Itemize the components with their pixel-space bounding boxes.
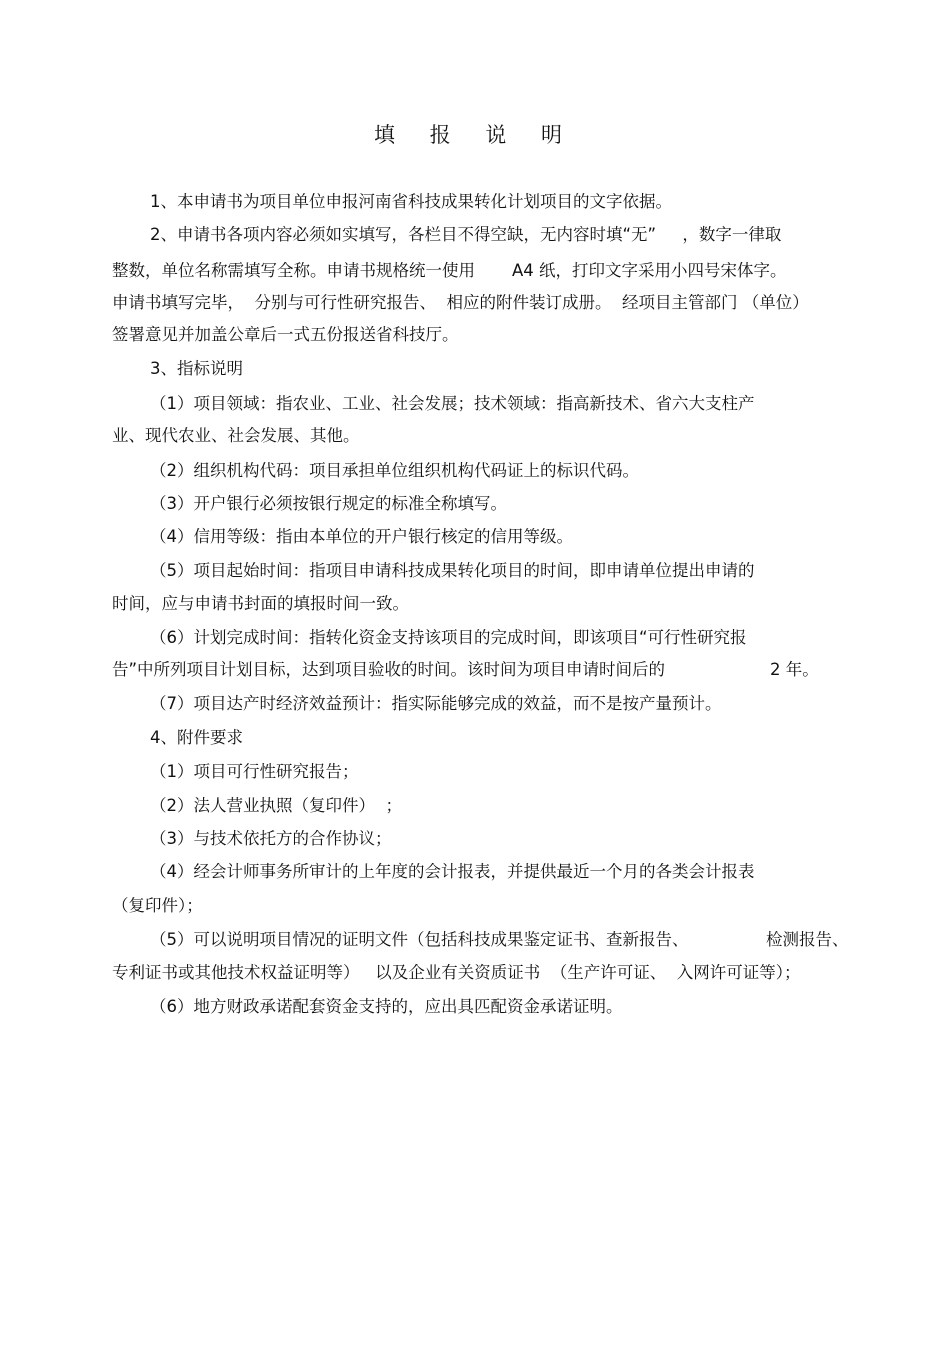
item-3-5-line-1: （5）项目起始时间：指项目申请科技成果转化项目的时间，即申请单位提出申请的 bbox=[150, 561, 755, 580]
item-4-1: （1）项目可行性研究报告； bbox=[150, 762, 359, 781]
item-3-6-line-2-tail: 2 年。 bbox=[770, 660, 819, 679]
item-3-7: （7）项目达产时经济效益预计：指实际能够完成的效益，而不是按产量预计。 bbox=[150, 694, 722, 713]
section-3-heading: 3、指标说明 bbox=[150, 359, 243, 378]
item-3-3: （3）开户银行必须按银行规定的标准全称填写。 bbox=[150, 494, 507, 513]
item-4-4-line-2: （复印件）； bbox=[112, 896, 203, 915]
paragraph-2-line-3: 申请书填写完毕， 分别与可行性研究报告、 相应的附件装订成册。 经项目主管部门 （单位） bbox=[112, 293, 809, 312]
item-3-2: （2）组织机构代码：项目承担单位组织机构代码证上的标识代码。 bbox=[150, 461, 639, 480]
item-3-1-line-1: （1）项目领域：指农业、工业、社会发展；技术领域：指高新技术、省六大支柱产 bbox=[150, 394, 755, 413]
item-4-5-line-1: （5）可以说明项目情况的证明文件（包括科技成果鉴定证书、查新报告、 bbox=[150, 930, 689, 949]
section-4-heading: 4、附件要求 bbox=[150, 728, 243, 747]
item-3-6-line-1: （6）计划完成时间：指转化资金支持该项目的完成时间，即该项目“可行性研究报 bbox=[150, 628, 747, 647]
item-3-1-line-2: 业、现代农业、社会发展、其他。 bbox=[112, 426, 360, 445]
page-title: 填 报 说 明 bbox=[373, 123, 577, 147]
item-3-4: （4）信用等级：指由本单位的开户银行核定的信用等级。 bbox=[150, 527, 573, 546]
paragraph-2-line-2: 整数，单位名称需填写全称。申请书规格统一使用 bbox=[112, 261, 475, 280]
item-4-3: （3）与技术依托方的合作协议； bbox=[150, 829, 392, 848]
item-4-6: （6）地方财政承诺配套资金支持的，应出具匹配资金承诺证明。 bbox=[150, 997, 623, 1016]
item-4-5-line-1-tail: 检测报告、 bbox=[766, 930, 849, 949]
item-3-6-line-2: 告”中所列项目计划目标，达到项目验收的时间。该时间为项目申请时间后的 bbox=[112, 660, 666, 679]
paragraph-2-line-4: 签署意见并加盖公章后一式五份报送省科技厅。 bbox=[112, 325, 459, 344]
item-4-2: （2）法人营业执照（复印件） ； bbox=[150, 796, 402, 815]
paragraph-1: 1、本申请书为项目单位申报河南省科技成果转化计划项目的文字依据。 bbox=[150, 192, 672, 211]
item-4-5-line-2: 专利证书或其他技术权益证明等） 以及企业有关资质证书 （生产许可证、 入网许可证等）； bbox=[112, 963, 801, 982]
paragraph-2-line-1: 2、申请书各项内容必须如实填写，各栏目不得空缺，无内容时填“无” ，数字一律取 bbox=[150, 225, 782, 244]
paragraph-2-line-2-tail: A4 纸，打印文字采用小四号宋体字。 bbox=[512, 261, 787, 280]
item-4-4-line-1: （4）经会计师事务所审计的上年度的会计报表，并提供最近一个月的各类会计报表 bbox=[150, 862, 755, 881]
item-3-5-line-2: 时间，应与申请书封面的填报时间一致。 bbox=[112, 594, 409, 613]
